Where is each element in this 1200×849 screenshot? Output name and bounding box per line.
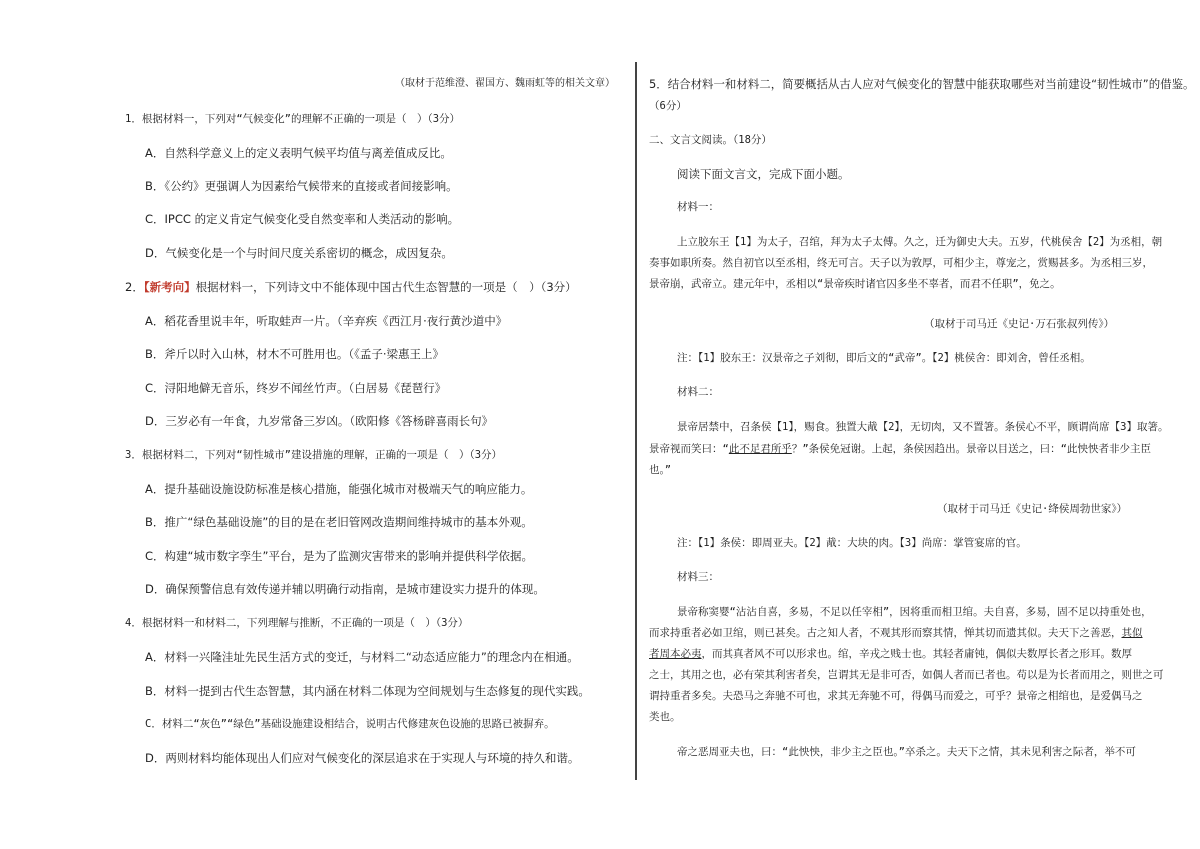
material-2-note: 注：【1】条侯：即周亚夫。【2】胾：大块的肉。【3】尚席：掌管宴席的官。 bbox=[677, 537, 1027, 549]
q2-option-d[interactable]: D．三岁必有一年食，九岁常备三岁凶。（欧阳修《答杨辟喜雨长句》 bbox=[145, 414, 494, 428]
material-3-line: 类也。 bbox=[649, 711, 681, 723]
material-3-text: ，而其真者风不可以形求也。绾，辛戎之贱士也。其轻者庸钝，偶似夫数厚长者之形耳。数厚 bbox=[701, 648, 1132, 660]
material-2-title: 材料二： bbox=[677, 386, 719, 398]
material-2-line: 景帝居禁中，召条侯【1】，赐食。独置大胾【2】，无切肉，又不置箸。条侯心不平，顾谓尚席【3】取箸。 bbox=[677, 421, 1169, 433]
question-1-stem: 1．根据材料一，下列对“气候变化”的理解不正确的一项是（ ）（3分） bbox=[125, 113, 461, 125]
material-3-line: 景帝称窦婴“沾沾自喜，多易，不足以任宰相”，因将重而相卫绾。夫自喜，多易，固不足以持重处也， bbox=[677, 606, 1152, 618]
q3-option-a[interactable]: A．提升基础设施设防标准是核心措施，能强化城市对极端天气的响应能力。 bbox=[145, 482, 533, 496]
material-3-text: 而求持重者必如卫绾，则已甚矣。古之知人者，不观其形而察其情，惮其切而遗其似。夫天下之善恶， bbox=[649, 627, 1122, 639]
q1-option-a[interactable]: A．自然科学意义上的定义表明气候平均值与离差值成反比。 bbox=[145, 146, 452, 160]
material-3-line bbox=[649, 625, 1143, 641]
q3-option-c[interactable]: C．构建“城市数字孪生”平台，是为了监测灾害带来的影响并提供科学依据。 bbox=[145, 549, 533, 563]
material-1-source: （取材于司马迁《史记·万石张叔列传》） bbox=[924, 318, 1115, 330]
question-5-line2: （6分） bbox=[649, 100, 687, 112]
question-5-line1: 5．结合材料一和材料二，简要概括从古人应对气候变化的智慧中能获取哪些对当前建设“韧性城市”的借鉴。 bbox=[649, 77, 1195, 91]
question-2-stem bbox=[125, 279, 577, 295]
underlined-phrase: 者周本必夷 bbox=[649, 648, 702, 660]
material-3-line: 帝之恶周亚夫也，曰：“此怏怏，非少主之臣也。”卒杀之。夫天下之情，其未见利害之际者，举不可 bbox=[677, 746, 1136, 758]
material-1-line: 奏事如职所奏。然自初官以至丞相，终无可言。天子以为敦厚，可相少主，尊宠之，赏赐甚多。为丞相三岁， bbox=[649, 257, 1153, 269]
q2-number: 2． bbox=[125, 280, 144, 294]
q3-option-b[interactable]: B．推广“绿色基础设施”的目的是在老旧管网改造期间维持城市的基本外观。 bbox=[145, 515, 533, 529]
q2-option-a[interactable]: A．稻花香里说丰年，听取蛙声一片。（辛弃疾《西江月·夜行黄沙道中》 bbox=[145, 314, 508, 328]
question-4-stem: 4．根据材料一和材料二，下列理解与推断，不正确的一项是（ ）（3分） bbox=[125, 617, 469, 629]
source-note: （取材于范维澄、翟国方、魏雨虹等的相关文章） bbox=[395, 78, 615, 89]
q2-option-c[interactable]: C．浔阳地僻无音乐，终岁不闻丝竹声。（白居易《琵琶行》 bbox=[145, 381, 447, 395]
material-2-line bbox=[649, 441, 1151, 457]
underlined-phrase: 此不足君所乎 bbox=[728, 443, 792, 455]
q3-option-d[interactable]: D．确保预警信息有效传递并辅以明确行动指南，是城市建设实力提升的体现。 bbox=[145, 582, 545, 596]
material-3-title: 材料三： bbox=[677, 571, 719, 583]
material-2-line: 也。” bbox=[649, 464, 672, 476]
material-2-source: （取材于司马迁《史记·绛侯周勃世家》） bbox=[937, 503, 1128, 515]
material-3-line: 谓持重者多矣。夫恐马之奔驰不可也，求其无奔驰不可，得偶马而爱之，可乎？景帝之相绾也，是爱偶马之 bbox=[649, 690, 1143, 702]
material-3-line bbox=[649, 646, 1132, 662]
question-3-stem: 3．根据材料二，下列对“韧性城市”建设措施的理解，正确的一项是（ ）（3分） bbox=[125, 449, 503, 461]
reading-instruction: 阅读下面文言文，完成下面小题。 bbox=[677, 167, 850, 181]
material-1-title: 材料一： bbox=[677, 201, 719, 213]
material-3-line: 之士，其用之也，必有荣其利害者矣，岂谓其无是非可否，如偶人者而已者也。苟以是为长者而用之，则世之可 bbox=[649, 669, 1164, 681]
right-column bbox=[637, 0, 1200, 849]
q1-option-d[interactable]: D．气候变化是一个与时间尺度关系密切的概念，成因复杂。 bbox=[145, 246, 453, 260]
q1-option-b[interactable]: B．《公约》更强调人为因素给气候带来的直接或者间接影响。 bbox=[145, 179, 458, 193]
q2-stem-text: 根据材料一，下列诗文中不能体现中国古代生态智慧的一项是（ ）（3分） bbox=[195, 280, 577, 294]
q2-option-b[interactable]: B．斧斤以时入山林，材木不可胜用也。（《孟子·梁惠王上》 bbox=[145, 347, 445, 361]
material-1-line: 景帝崩，武帝立。建元年中，丞相以“景帝疾时诸官囚多坐不辜者，而君不任职”，免之。 bbox=[649, 278, 1061, 290]
q4-option-c[interactable]: C．材料二“灰色”“绿色”基础设施建设相结合，说明古代修建灰色设施的思路已被摒弃。 bbox=[145, 718, 555, 730]
new-direction-tag: 【新考向】 bbox=[143, 280, 196, 294]
section-heading: 二、文言文阅读。（18分） bbox=[649, 134, 772, 146]
q1-option-c[interactable]: C．IPCC 的定义肯定气候变化受自然变率和人类活动的影响。 bbox=[145, 212, 460, 226]
q4-option-d[interactable]: D．两则材料均能体现出人们应对气候变化的深层追求在于实现人与环境的持久和谐。 bbox=[145, 751, 580, 765]
material-2-text: ？”条侯免冠谢。上起，条侯因趋出。景帝以目送之，曰：“此怏怏者非少主臣 bbox=[791, 443, 1151, 455]
material-1-line: 上立胶东王【1】为太子，召绾，拜为太子太傅。久之，迁为御史大夫。五岁，代桃侯舍【2】为丞相，朝 bbox=[677, 236, 1163, 248]
material-1-note: 注：【1】胶东王：汉景帝之子刘彻，即后文的“武帝”。【2】桃侯舍：即刘舍，曾任丞相。 bbox=[677, 352, 1091, 364]
q4-option-a[interactable]: A．材料一兴隆洼址先民生活方式的变迁，与材料二“动态适应能力”的理念内在相通。 bbox=[145, 650, 579, 664]
underlined-phrase: 其似 bbox=[1121, 627, 1143, 639]
q4-option-b[interactable]: B．材料一提到古代生态智慧，其内涵在材料二体现为空间规划与生态修复的现代实践。 bbox=[145, 684, 590, 698]
material-2-text: 景帝视而笑曰：“ bbox=[649, 443, 729, 455]
